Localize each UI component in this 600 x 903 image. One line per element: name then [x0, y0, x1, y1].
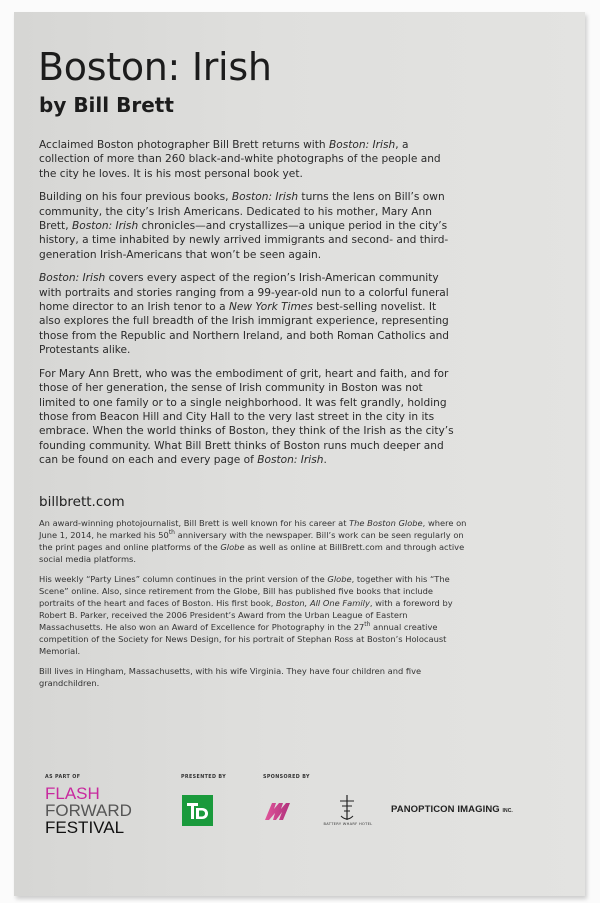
page-title: Boston: Irish [38, 45, 272, 89]
byline: by Bill Brett [39, 93, 174, 117]
td-bank-logo [182, 795, 213, 826]
battery-wharf-hotel-name: BATTERY WHARF HOTEL [323, 822, 373, 826]
m-logo-icon [263, 800, 295, 822]
bio-paragraph: Bill lives in Hingham, Massachusetts, with his wife Virginia. They have four children and five grandchildren. [39, 666, 422, 688]
intro-paragraph: Acclaimed Boston photographer Bill Brett returns with Boston: Irish, a collection of more than 260 black-and-white photographs of the people and the city he loves. It is his most personal book yet. [39, 139, 441, 180]
intro-paragraph: Building on his four previous books, Boston: Irish turns the lens on Bill’s own community, the city’s Irish Americans. Dedicated to his mother, Mary Ann Brett, Boston: Irish chronicles—and crystallizes—a unique period in the city’s history, a time inhabited by newly arrived immigrants and second- and third-generation Irish-Americans that won’t be seen again. [39, 191, 449, 261]
as-part-of-caption: AS PART OF [45, 775, 81, 780]
intro-paragraph: For Mary Ann Brett, who was the embodiment of grit, heart and faith, and for those of her generation, the sense of Irish community in Boston was not limited to one family or to a single neighborhood. It was felt grandly, holding those from Beacon Hill and City Hall to the very last street in the city in its embrace. When the world thinks of Boston, they think of the Irish as the city’s founding community. What Bill Brett thinks of Boston runs much deeper and can be found on each and every page of Boston: Irish. [39, 367, 454, 467]
intro-text [39, 138, 459, 477]
flash-forward-festival-logo: FLASH FORWARD FESTIVAL [45, 784, 132, 837]
presented-by-caption: PRESENTED BY [181, 775, 227, 780]
bio-text [39, 517, 469, 697]
sponsored-by-caption: SPONSORED BY [263, 775, 310, 780]
intro-paragraph: Boston: Irish covers every aspect of the region’s Irish-American community with portraits and stories ranging from a 99-year-old nun to a colorful funeral home director to an Irish tenor to a New York Times best-selling novelist. It also explores the full breadth of the Irish immigrant experience, representing those from the Republic and Northern Ireland, and both Roman Catholics and Protestants alike. [39, 272, 450, 357]
panopticon-imaging-logo: PANOPTICON IMAGING INC. [391, 804, 513, 815]
bio-paragraph: His weekly “Party Lines” column continues in the print version of the Globe, together with his “The Scene” online. Also, since retirement from the Globe, Bill has published five books that include portraits of the heart and faces of Boston. His first book, Boston, All One Family, with a foreword by Robert B. Parker, received the 2006 President’s Award from the Urban League of Eastern Massachusetts. He also won an Award of Excellence for Photography in the 27th annual creative competition of the Society for News Design, for his portrait of Stephan Ross at Boston’s Holocaust Memorial. [39, 574, 453, 656]
website-link: billbrett.com [39, 494, 125, 510]
battery-wharf-hotel-logo [321, 792, 373, 832]
bio-paragraph: An award-winning photojournalist, Bill Brett is well known for his career at The Boston Globe, where on June 1, 2014, he marked his 50th anniversary with the newspaper. Bill’s work can be seen regularly on the print pages and online platforms of the Globe as well as online at BillBrett.com and through active social media platforms. [39, 518, 467, 564]
